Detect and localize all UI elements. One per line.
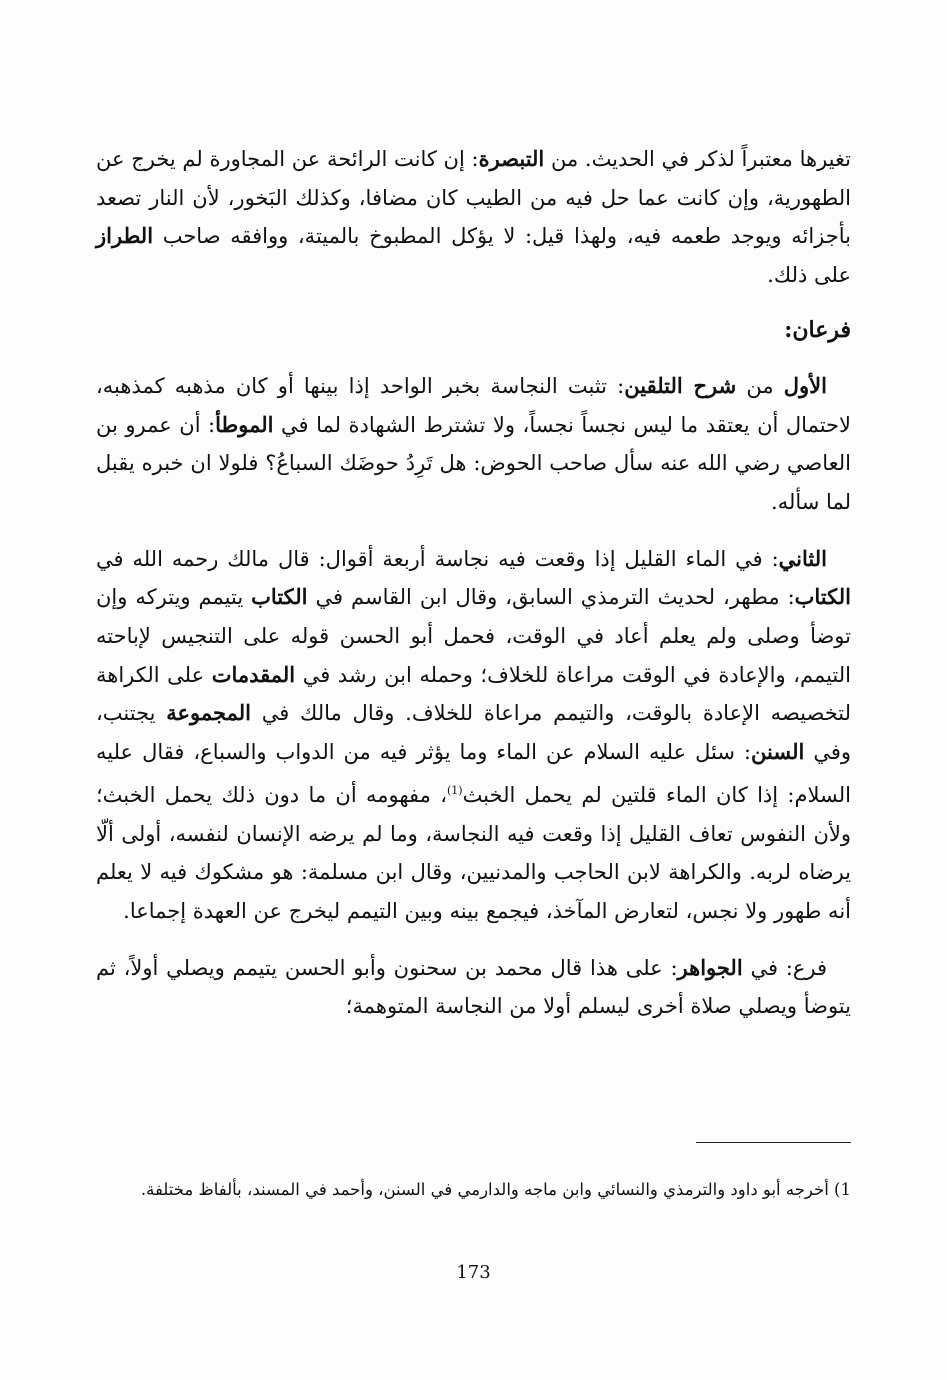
text-run: ، مفهومه أن ما دون ذلك يحمل الخبث؛ ولأن النفوس تعاف القليل إذا وقعت فيه النجاسة، وما لم يرضه الإنسان لنفسه، أولى ألّا يرضاه لربه. والكراهة لابن الحاجب والمدنيين، وقال ابن مسلمة: هو مشكوك فيه لا يعلم أنه طهور ولا نجس، لتعارض المآخذ، فيجمع بينه وبين التيمم ليخرج عن العهدة إجماعا. <box>96 782 851 923</box>
text-run: على الكراهة لتخصيصه الإعادة بالوقت، والتيمم مراعاة للخلاف. وقال مالك في <box>96 662 851 726</box>
text-run: : مطهر، لحديث الترمذي السابق، وقال ابن القاسم في <box>307 585 795 610</box>
source-title: المقدمات <box>211 661 296 687</box>
paragraph-2 <box>96 367 851 522</box>
source-title: الطراز <box>96 223 154 249</box>
paragraph-4 <box>96 949 851 1026</box>
text-run: فرع: في <box>742 955 827 980</box>
text-run: يجتنب، وفي <box>96 701 851 765</box>
paragraph-lead: الثاني <box>778 545 827 571</box>
page-number: 173 <box>456 1262 491 1283</box>
text-run: من <box>736 373 784 398</box>
text-run: : تثبت النجاسة بخبر الواحد إذا بينها أو كان مذهبه كمذهبه، لاحتمال أن يعتقد ما ليس نجساً نجساً، ولا تشترط الشهادة لما في <box>96 373 851 437</box>
text-run: : إن كانت الرائحة عن المجاورة لم يخرج عن الطهورية، وإن كانت عما حل فيه من الطيب كان مضافا، وكذلك البَخور، لأن النار تصعد بأجزائه ويوجد طعمه فيه، ولهذا قيل: لا يؤكل المطبوخ بالميتة، ووافقه صاحب <box>96 147 851 249</box>
text-run: : سئل عليه السلام عن الماء وما يؤثر فيه من الدواب والسباع، فقال عليه السلام: إذا كان الماء قلتين لم يحمل الخبث <box>96 740 851 807</box>
source-title: التبصرة <box>478 146 545 171</box>
main-text <box>96 140 851 1026</box>
text-run: : في الماء القليل إذا وقعت فيه نجاسة أربعة أقوال: قال مالك رحمه الله في <box>96 546 779 571</box>
source-title: المجموعة <box>166 700 251 726</box>
text-run: يتيمم ويتركه وإن توضأ وصلى ولم يعلم أعاد في الوقت، فحمل أبو الحسن قوله على التنجيس لإباحته التيمم، والإعادة في الوقت مراعاة للخلاف؛ وحمله ابن رشد في <box>96 585 852 687</box>
paragraph-1 <box>96 140 851 295</box>
footnote-text: 1) أخرجه أبو داود والترمذي والنسائي وابن ماجه والدارمي في السنن، وأحمد في المسند، بألفاظ مختلفة. <box>140 1179 851 1199</box>
source-title: الكتاب <box>794 584 851 610</box>
text-run: : أن عمرو بن العاصي رضي الله عنه سأل صاحب الحوض: هل تَرِدُ حوضَك السباعُ؟ فلولا ان خبره يقبل لما سأله. <box>96 412 851 514</box>
paragraph-lead: الأول <box>783 372 827 398</box>
source-title: السنن <box>751 739 805 765</box>
text-run: تغيرها معتبراً لذكر في الحديث. من <box>544 147 851 171</box>
source-title: الموطأ <box>215 411 274 437</box>
section-heading: فرعان: <box>784 316 851 343</box>
paragraph-3 <box>96 540 851 931</box>
text-run: على ذلك. <box>767 263 851 288</box>
footnote-divider <box>696 1142 851 1143</box>
source-title: الجواهر <box>677 954 743 980</box>
source-title: الكتاب <box>251 584 308 610</box>
text-run: : على هذا قال محمد بن سحنون وأبو الحسن يتيمم ويصلي أولاً، ثم يتوضأ ويصلي صلاة أخرى ليسلم أولا من النجاسة المتوهمة؛ <box>96 955 851 1019</box>
source-title: شرح التلقين <box>624 372 737 398</box>
footnote-reference[interactable]: (1) <box>446 783 463 797</box>
